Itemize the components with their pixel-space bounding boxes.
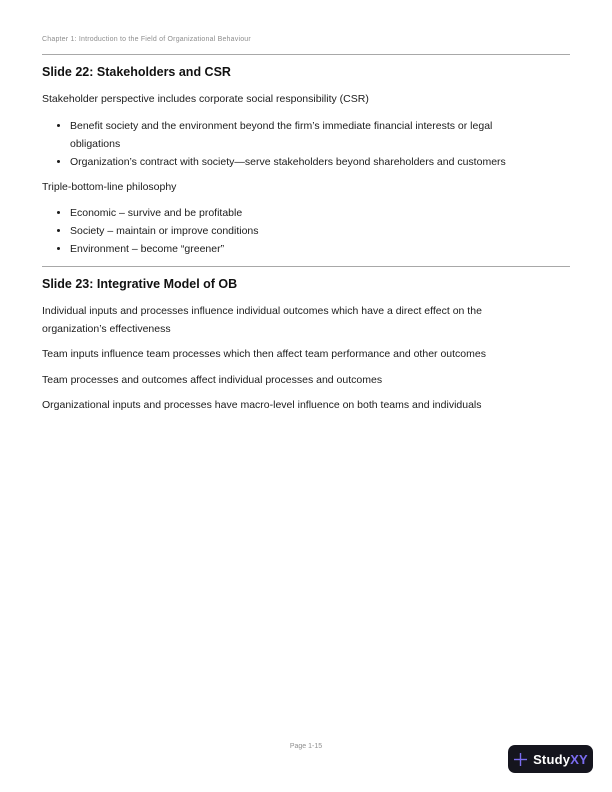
paragraph: Team inputs influence team processes which then affect team performance and other outcomes — [42, 348, 486, 360]
slide-23-heading: Slide 23: Integrative Model of OB — [42, 277, 238, 291]
slide-22-heading: Slide 22: Stakeholders and CSR — [42, 65, 231, 79]
section-divider — [42, 54, 570, 55]
studyxy-logo — [508, 745, 593, 773]
paragraph: Stakeholder perspective includes corporate social responsibility (CSR) — [42, 93, 369, 105]
brand-text-secondary: XY — [570, 751, 588, 767]
section-divider — [42, 266, 570, 267]
paragraph: Team processes and outcomes affect individual processes and outcomes — [42, 373, 383, 386]
running-header: Chapter 1: Introduction to the Field of Organizational Behaviour — [42, 36, 251, 43]
paragraph: Triple-bottom-line philosophy — [42, 180, 177, 193]
page-number: Page 1-15 — [289, 743, 323, 750]
page-content — [42, 36, 570, 423]
list-item: • Benefit society and the environment beyond the firm’s immediate financial interests or legal obligations — [70, 117, 542, 153]
list-item: • Organization’s contract with society—serve stakeholders beyond shareholders and customers — [70, 153, 542, 171]
brand-wordmark — [533, 752, 588, 767]
bullet-list — [42, 117, 570, 171]
section-slide-22 — [42, 65, 570, 258]
list-item: • Economic – survive and be profitable — [70, 204, 542, 222]
list-item: • Environment – become “greener” — [70, 240, 542, 258]
paragraph: Organizational inputs and processes have macro-level influence on both teams and individuals — [42, 399, 482, 411]
paragraph: Individual inputs and processes influence individual outcomes which have a direct effect on the organization’s effectiveness — [42, 305, 482, 335]
section-slide-23 — [42, 277, 570, 415]
brand-text-primary: Study — [533, 751, 571, 767]
list-item: • Society – maintain or improve conditions — [70, 222, 542, 240]
bullet-list — [42, 204, 570, 258]
plus-icon — [513, 752, 528, 767]
